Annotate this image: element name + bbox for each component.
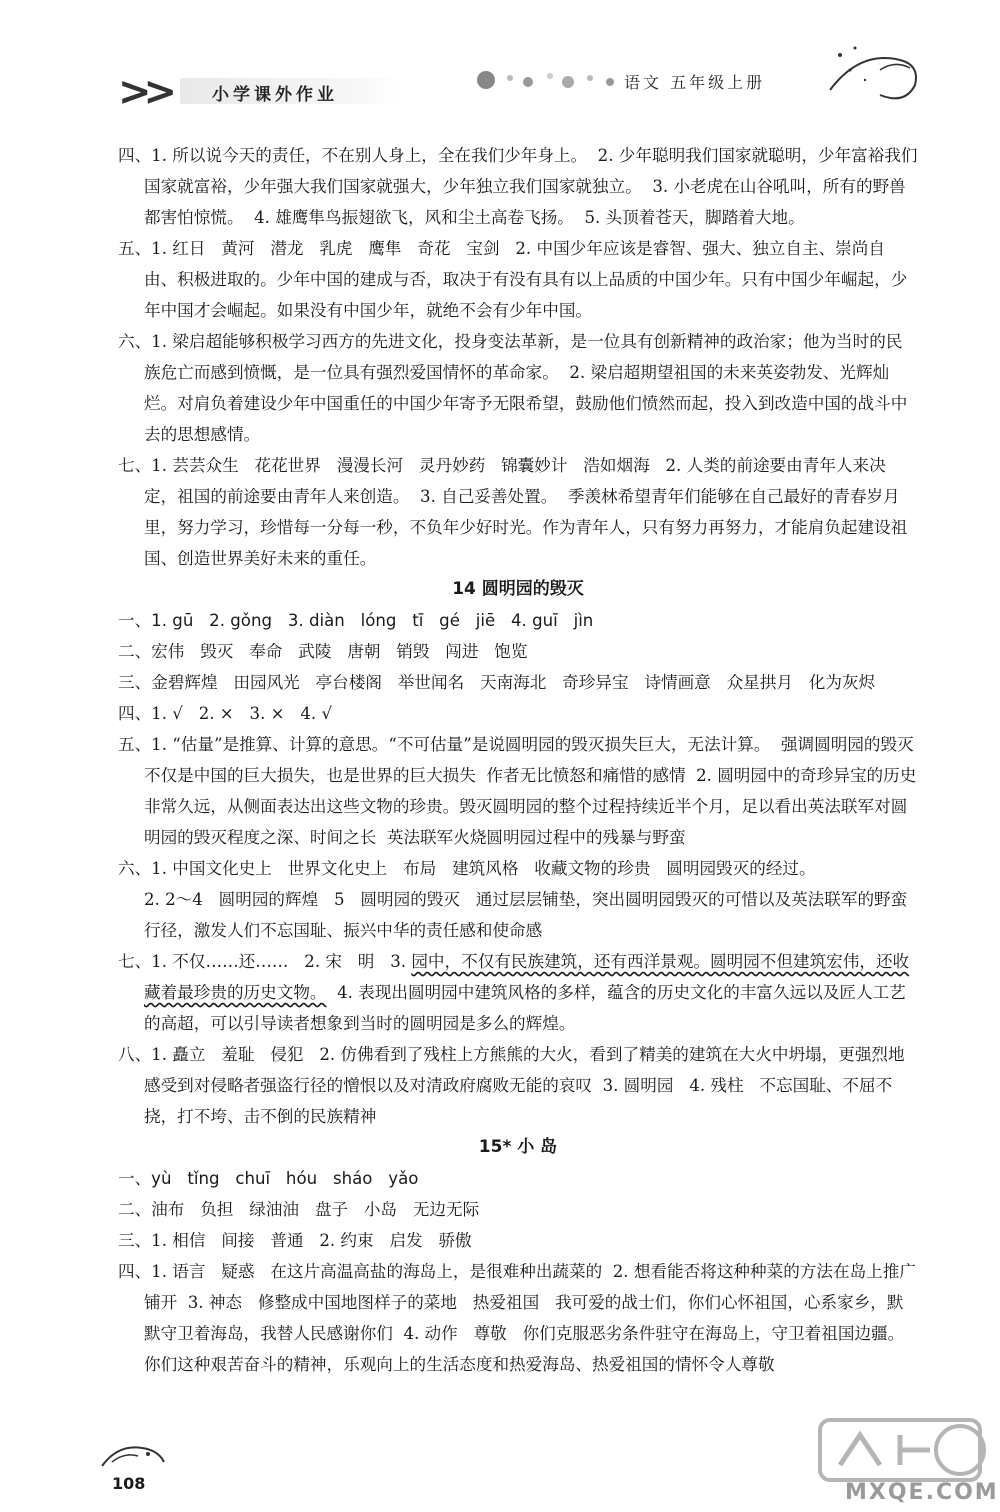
section-title: 15* 小 岛 [478,1137,558,1157]
answer-paragraph: 六、1. 中国文化史上 世界文化史上 布局 建筑风格 收藏文物的珍贵 圆明园毁灭的经过。 [118,859,816,878]
subject-grade: 语文 五年级上册 [624,73,766,92]
answer-paragraph: 四、1. 所以说今天的责任，不在别人身上，全在我们少年身上。 2. 少年聪明我们国家就聪明，少年富裕我们国家就富裕，少年强大我们国家就强大，少年独立我们国家就独立。 3. 小老虎在山谷吼叫，所有的野兽都害怕惊慌。 4. 雄鹰隼鸟振翅欲飞，风和尘土高卷飞扬。 5. 头顶着苍天，脚踏着大地。 [118,146,918,227]
answer-paragraph [118,946,918,1039]
watermark-text: MXQE.COM [845,1480,999,1505]
answer-paragraph: 五、1. 红日 黄河 潜龙 乳虎 鹰隼 奇花 宝剑 2. 中国少年应该是睿智、强大、独立自主、崇尚自由、积极进取的。少年中国的建成与否，取决于有没有具有以上品质的中国少年。只有中国少年崛起，少年中国才会崛起。如果没有中国少年，就绝不会有少年中国。 [118,239,908,320]
answer-text: 七、1. 不仅……还…… 2. 宋 明 3. [118,952,412,971]
answer-paragraph: 二、宏伟 毁灭 奉命 武陵 唐朝 销毁 闯进 饱览 [118,642,528,661]
answer-text: 4. 表现出圆明园中建筑风格的多样，蕴含的历史文化的丰富久远以及匠人工艺的高超，可以引导读者想象到当时的圆明园是多么的辉煌。 [144,983,906,1033]
answer-paragraph: 六、1. 梁启超能够积极学习西方的先进文化，投身变法革新，是一位具有创新精神的政治家；他为当时的民族危亡而感到愤慨，是一位具有强烈爱国情怀的革命家。 2. 梁启超期望祖国的未来英姿勃发、光辉灿烂。对肩负着建设少年中国重任的中国少年寄予无限希望，鼓励他们愤然而起，投入到改造中国的战斗中去的思想感情。 [118,332,908,444]
double-chevron-icon: >> [118,69,170,115]
answer-paragraph: 七、1. 芸芸众生 花花世界 漫漫长河 灵丹妙药 锦囊妙计 浩如烟海 2. 人类的前途要由青年人来决定，祖国的前途要由青年人来创造。 3. 自己妥善处置。 季羡林希望青年们能够在自己最好的青春岁月里，努力学习，珍惜每一分每一秒，不负年少好时光。作为青年人，只有努力再努力，才能肩负起建设祖国、创造世界美好未来的重任。 [118,456,908,568]
answer-paragraph: 四、1. 语言 疑惑 在这片高温高盐的海岛上，是很难种出蔬菜的 2. 想看能否将这种种菜的方法在岛上推广铺开 3. 神态 修整成中国地图样子的菜地 热爱祖国 我可爱的战士们，你们心怀祖国，心系家乡，默默守卫着海岛，我替人民感谢你们 4. 动作 尊敬 你们克服恶劣条件驻守在海岛上，守卫着祖国边疆。你们这种艰苦奋斗的精神，乐观向上的生活态度和热爱海岛、热爱祖国的情怀令人尊敬 [118,1262,916,1374]
answer-paragraph: 一、1. gū 2. gǒng 3. diàn lóng tī gé jiē 4. guī jìn [118,611,594,630]
decorative-swirl-icon [820,40,930,110]
answer-paragraph: 三、金碧辉煌 田园风光 亭台楼阁 举世闻名 天南海北 奇珍异宝 诗情画意 众星拱月 化为灰烬 [118,673,876,692]
book-title: 小学课外作业 [212,85,338,105]
page-header [0,0,1000,120]
section-title: 14 圆明园的毁灭 [452,579,584,599]
underlined-answer-text: 园中，不仅有民族建筑，还有西洋景观。圆明园不但建筑宏伟，还收藏着最珍贵的历史文物。 [144,952,910,1002]
answer-content [118,140,918,1380]
answer-paragraph: 二、油布 负担 绿油油 盘子 小岛 无边无际 [118,1200,480,1219]
answer-paragraph: 三、1. 相信 间接 普通 2. 约束 启发 骄傲 [118,1231,472,1250]
answer-paragraph: 四、1. √ 2. × 3. × 4. √ [118,704,333,723]
answer-paragraph: 一、yù tǐng chuī hóu sháo yǎo [118,1169,419,1188]
answer-paragraph: 五、1. “估量”是推算、计算的意思。“不可估量”是说圆明园的毁灭损失巨大，无法计算。 强调圆明园的毁灭不仅是中国的巨大损失，也是世界的巨大损失 作者无比愤怒和痛惜的感情 2. 圆明园中的奇珍异宝的历史非常久远，从侧面表达出这些文物的珍贵。毁灭圆明园的整个过程持续近半个月，足以看出英法联军对圆明园的毁灭程度之深、时间之长 英法联军火烧圆明园过程中的残暴与野蛮 [118,735,917,847]
answer-sections [118,140,918,1380]
footer-fish-icon [98,1438,168,1474]
answer-paragraph: 八、1. 矗立 羞耻 侵犯 2. 仿佛看到了残柱上方熊熊的大火，看到了精美的建筑在大火中坍塌，更强烈地感受到对侵略者强盗行径的憎恨以及对清政府腐败无能的哀叹 3. 圆明园 4. 残柱 不忘国耻、不屈不挠，打不垮、击不倒的民族精神 [118,1045,905,1126]
page-number: 108 [112,1474,146,1493]
decorative-dots-icon [470,60,630,100]
answer-paragraph: 2. 2～4 圆明园的辉煌 5 圆明园的毁灭 通过层层铺垫，突出圆明园毁灭的可惜以及英法联军的野蛮行径，激发人们不忘国耻、振兴中华的责任感和使命感 [144,890,908,940]
